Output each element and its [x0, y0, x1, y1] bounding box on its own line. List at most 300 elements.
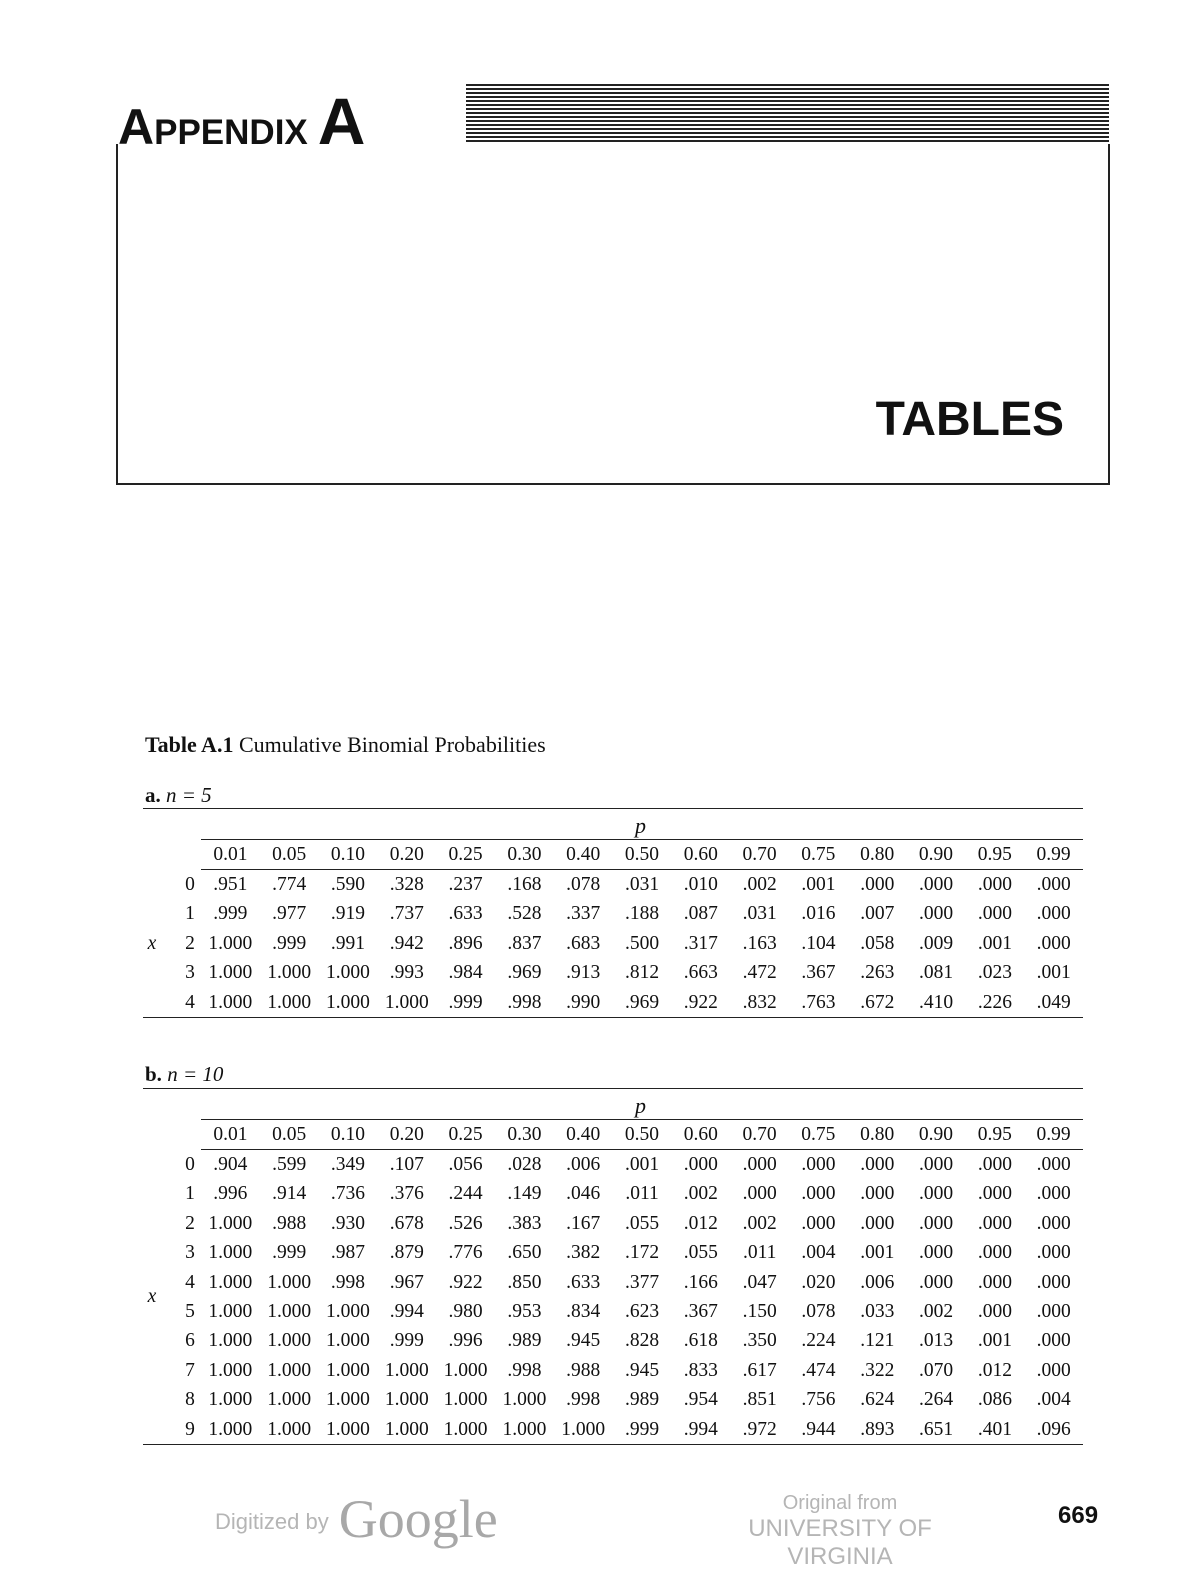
section-title: TABLES [875, 393, 1064, 446]
table-cell: .834 [566, 1301, 601, 1323]
table-cell: .002 [683, 1183, 718, 1205]
table-cell: 1.000 [443, 1359, 488, 1381]
table-cell: .991 [330, 932, 366, 954]
table-cell: .000 [1036, 1212, 1071, 1234]
p-label: p [635, 813, 646, 838]
table-cell: .618 [683, 1330, 718, 1352]
column-header: 0.01 [213, 1123, 248, 1145]
table-cell: .633 [566, 1271, 601, 1293]
table-cell: .020 [801, 1271, 836, 1293]
column-header: 0.10 [330, 843, 366, 865]
original-from-text: Original from [782, 1492, 898, 1514]
table-cell: .070 [919, 1359, 954, 1381]
table-cell: .683 [566, 932, 601, 954]
table-cell: .000 [1036, 1242, 1071, 1264]
appendix-header-box [116, 144, 1110, 485]
part-b-n: n = 10 [167, 1062, 224, 1086]
table-cell: 1.000 [267, 1418, 312, 1440]
table-cell: .969 [507, 962, 542, 984]
table-cell: .166 [683, 1271, 718, 1293]
table-cell: .000 [977, 1242, 1012, 1264]
table-cell: 1.000 [384, 1389, 429, 1411]
table-cell: .033 [860, 1301, 895, 1323]
row-index: 3 [185, 1242, 195, 1264]
table-cell: .055 [683, 1242, 718, 1264]
table-cell: .000 [977, 1271, 1012, 1293]
table-cell: 1.000 [384, 991, 429, 1013]
table-cell: 1.000 [326, 962, 370, 984]
p-header [201, 1089, 1083, 1120]
column-header: 0.75 [801, 1123, 836, 1145]
column-header: 0.20 [389, 1123, 424, 1145]
table-cell: .000 [919, 1271, 954, 1293]
table-cell: .081 [919, 962, 954, 984]
part-a-caption [145, 783, 212, 808]
table-cell: .237 [448, 874, 483, 896]
table-cell: .999 [448, 991, 483, 1013]
table-cell: .078 [801, 1301, 836, 1323]
part-b-label: b. [145, 1062, 162, 1086]
table-cell: .410 [919, 991, 954, 1013]
table-cell: .049 [1036, 991, 1071, 1013]
column-header: 0.40 [566, 843, 601, 865]
binomial-table-n10 [143, 1088, 1083, 1445]
table-cell: .736 [330, 1183, 366, 1205]
table-cell: .163 [742, 932, 777, 954]
table-cell: .172 [624, 1242, 660, 1264]
column-header-row [201, 1120, 1083, 1150]
table-cell: 1.000 [384, 1359, 429, 1381]
table-cell: .337 [566, 903, 601, 925]
table-cell: .000 [801, 1154, 836, 1176]
table-cell: .977 [272, 903, 307, 925]
table-row [143, 1415, 1083, 1444]
table-cell: 1.000 [267, 991, 312, 1013]
table-cell: .012 [977, 1359, 1012, 1381]
column-header: 0.10 [330, 1123, 366, 1145]
table-cell: .224 [801, 1330, 836, 1352]
table-cell: .999 [213, 903, 248, 925]
table-cell: 1.000 [443, 1418, 488, 1440]
table-cell: .919 [330, 903, 366, 925]
table-cell: .055 [624, 1212, 660, 1234]
table-cell: 1.000 [208, 1389, 253, 1411]
table-cell: .650 [507, 1242, 542, 1264]
row-index: 7 [185, 1359, 195, 1381]
table-cell: .264 [919, 1389, 954, 1411]
original-from [700, 1492, 980, 1571]
column-header: 0.40 [566, 1123, 601, 1145]
table-cell: .999 [272, 1242, 307, 1264]
table-cell: .000 [1036, 932, 1071, 954]
table-cell: 1.000 [326, 1330, 370, 1352]
google-logo: Google [338, 1489, 498, 1549]
table-cell: .000 [919, 903, 954, 925]
binomial-table-n5 [143, 808, 1083, 1018]
table-cell: .000 [1036, 1330, 1071, 1352]
table-cell: .623 [624, 1301, 660, 1323]
table-cell: .047 [742, 1271, 777, 1293]
table-cell: .007 [860, 903, 895, 925]
table-cell: .104 [801, 932, 836, 954]
table-cell: .006 [860, 1271, 895, 1293]
table-cell: .000 [977, 1212, 1012, 1234]
table-row [143, 1327, 1083, 1356]
table-cell: .776 [448, 1242, 483, 1264]
table-cell: 1.000 [208, 991, 253, 1013]
table-cell: .012 [683, 1212, 718, 1234]
table-cell: .087 [683, 903, 718, 925]
table-cell: .377 [624, 1271, 660, 1293]
column-header: 0.70 [742, 843, 777, 865]
table-cell: .000 [801, 1212, 836, 1234]
table-cell: .001 [624, 1154, 660, 1176]
table-cell: .002 [742, 874, 777, 896]
table-cell: .000 [919, 874, 954, 896]
table-cell: .000 [683, 1154, 718, 1176]
table-cell: .168 [507, 874, 542, 896]
column-header: 0.50 [624, 843, 660, 865]
p-label: p [635, 1093, 646, 1118]
table-cell: 1.000 [326, 1359, 370, 1381]
table-number: Table A.1 [145, 732, 234, 757]
table-cell: .000 [977, 874, 1012, 896]
page-number: 669 [1058, 1502, 1099, 1529]
table-cell: .000 [1036, 1301, 1071, 1323]
table-cell: .046 [566, 1183, 601, 1205]
row-index: 0 [185, 1154, 195, 1176]
table-cell: 1.000 [208, 1359, 253, 1381]
table-cell: .812 [624, 962, 660, 984]
column-header-row [201, 840, 1083, 870]
table-cell: .617 [742, 1359, 777, 1381]
table-row [143, 1268, 1083, 1307]
table-cell: 1.000 [208, 962, 253, 984]
column-header: 0.70 [742, 1123, 777, 1145]
table-cell: .376 [389, 1183, 424, 1205]
table-cell: .121 [860, 1330, 895, 1352]
table-cell: .004 [1036, 1389, 1071, 1411]
column-header: 0.60 [683, 1123, 718, 1145]
table-cell: .914 [272, 1183, 307, 1205]
part-b-caption [145, 1062, 223, 1087]
table-cell: .624 [860, 1389, 895, 1411]
row-index: 3 [185, 962, 195, 984]
table-cell: .945 [624, 1359, 660, 1381]
column-header: 0.30 [507, 1123, 542, 1145]
table-cell: .944 [801, 1418, 836, 1440]
table-cell: .474 [801, 1359, 836, 1381]
table-cell: .954 [683, 1389, 718, 1411]
table-cell: 1.000 [326, 1301, 370, 1323]
table-cell: .322 [860, 1359, 895, 1381]
table-cell: .150 [742, 1301, 777, 1323]
table-cell: .993 [389, 962, 424, 984]
column-header: 0.25 [448, 1123, 483, 1145]
table-cell: .000 [977, 1301, 1012, 1323]
table-cell: .000 [860, 1212, 895, 1234]
table-cell: .000 [1036, 1271, 1071, 1293]
decorative-rule-block [466, 84, 1109, 144]
table-cell: .999 [272, 932, 307, 954]
table-cell: .998 [566, 1389, 601, 1411]
table-cell: .850 [507, 1271, 542, 1293]
table-cell: .526 [448, 1212, 483, 1234]
column-header: 0.05 [272, 843, 307, 865]
table-cell: .001 [801, 874, 836, 896]
table-cell: .086 [977, 1389, 1012, 1411]
digitized-by-text: Digitized by [215, 1509, 329, 1534]
column-header: 0.99 [1036, 1123, 1071, 1145]
column-header: 0.90 [918, 1123, 954, 1145]
table-cell: .010 [683, 874, 718, 896]
table-cell: .000 [1036, 874, 1071, 896]
table-cell: .774 [272, 874, 307, 896]
row-index: 5 [185, 1301, 195, 1323]
table-cell: .317 [683, 932, 718, 954]
column-header: 0.99 [1036, 843, 1071, 865]
table-cell: .000 [742, 1183, 777, 1205]
table-cell: .000 [977, 1183, 1012, 1205]
table-row [143, 900, 1083, 929]
column-header: 0.95 [977, 1123, 1012, 1145]
table-cell: 1.000 [208, 1242, 253, 1264]
table-cell: .016 [801, 903, 836, 925]
column-header: 0.80 [860, 843, 895, 865]
table-cell: .023 [977, 962, 1012, 984]
table-cell: .028 [507, 1154, 542, 1176]
table-cell: .837 [507, 932, 542, 954]
row-index: 2 [185, 932, 195, 954]
table-cell: .942 [389, 932, 424, 954]
table-caption [145, 732, 546, 758]
table-cell: .367 [683, 1301, 718, 1323]
table-cell: .528 [507, 903, 542, 925]
table-cell: .988 [272, 1212, 307, 1234]
table-title: Cumulative Binomial Probabilities [238, 732, 546, 757]
table-cell: .922 [448, 1271, 483, 1293]
table-cell: .904 [213, 1154, 248, 1176]
table-cell: .328 [389, 874, 424, 896]
table-cell: .994 [683, 1418, 718, 1440]
table-cell: .930 [330, 1212, 366, 1234]
table-cell: .913 [566, 962, 601, 984]
table-cell: 1.000 [208, 1330, 253, 1352]
table-cell: .000 [860, 1183, 895, 1205]
table-cell: .972 [742, 1418, 777, 1440]
column-header: 0.95 [977, 843, 1012, 865]
table-cell: .000 [919, 1212, 954, 1234]
table-cell: 1.000 [208, 1418, 253, 1440]
table-row [143, 988, 1083, 1017]
table-cell: .969 [624, 991, 660, 1013]
table-cell: .001 [977, 932, 1012, 954]
table-cell: .000 [860, 1154, 895, 1176]
table-cell: .001 [860, 1242, 895, 1264]
table-cell: .998 [507, 991, 542, 1013]
row-index: 9 [185, 1418, 195, 1440]
table-cell: .000 [977, 903, 1012, 925]
table-row [143, 959, 1083, 988]
table-cell: .078 [566, 874, 601, 896]
table-cell: .000 [801, 1183, 836, 1205]
x-axis-label: x [147, 932, 157, 954]
table-cell: .167 [566, 1212, 601, 1234]
table-cell: .096 [1036, 1418, 1071, 1440]
row-index: 4 [185, 1271, 195, 1293]
table-row [143, 870, 1083, 899]
table-cell: .001 [977, 1330, 1012, 1352]
table-cell: 1.000 [326, 1418, 370, 1440]
table-cell: .996 [213, 1183, 248, 1205]
table-cell: 1.000 [267, 1389, 312, 1411]
table-cell: 1.000 [267, 1271, 312, 1293]
table-cell: .879 [389, 1242, 424, 1264]
table-cell: .107 [389, 1154, 424, 1176]
column-header: 0.80 [860, 1123, 895, 1145]
table-cell: 1.000 [384, 1418, 429, 1440]
table-cell: .633 [448, 903, 483, 925]
table-cell: .989 [624, 1389, 660, 1411]
table-cell: .590 [330, 874, 366, 896]
table-cell: .244 [448, 1183, 483, 1205]
row-index: 6 [185, 1330, 195, 1352]
table-cell: .967 [389, 1271, 424, 1293]
table-cell: .922 [683, 991, 718, 1013]
table-cell: .994 [389, 1301, 424, 1323]
table-cell: .996 [448, 1330, 483, 1352]
table-cell: 1.000 [208, 1212, 253, 1234]
table-cell: .999 [624, 1418, 660, 1440]
table-cell: 1.000 [267, 1301, 312, 1323]
x-axis-label: x [147, 1285, 157, 1307]
table-cell: .367 [801, 962, 836, 984]
table-cell: .013 [919, 1330, 954, 1352]
table-cell: .000 [1036, 1359, 1071, 1381]
table-cell: .988 [566, 1359, 601, 1381]
table-row [143, 1209, 1083, 1238]
table-cell: .998 [330, 1271, 366, 1293]
table-cell: .851 [742, 1389, 777, 1411]
table-row [143, 1150, 1083, 1179]
table-cell: .226 [977, 991, 1012, 1013]
table-row [143, 1180, 1083, 1209]
table-cell: 1.000 [502, 1389, 547, 1411]
table-cell: .945 [566, 1330, 601, 1352]
table-cell: 1.000 [267, 962, 312, 984]
table-cell: .263 [860, 962, 895, 984]
table-cell: .000 [1036, 1154, 1071, 1176]
part-a-label: a. [145, 783, 161, 807]
table-cell: .350 [742, 1330, 777, 1352]
table-cell: .990 [566, 991, 601, 1013]
table-cell: .998 [507, 1359, 542, 1381]
table-cell: .984 [448, 962, 483, 984]
column-header: 0.90 [918, 843, 954, 865]
table-cell: .000 [1036, 1183, 1071, 1205]
table-cell: .989 [507, 1330, 542, 1352]
part-a-n: n = 5 [166, 783, 212, 807]
table-cell: .401 [977, 1418, 1012, 1440]
table-cell: .737 [389, 903, 424, 925]
table-cell: .672 [860, 991, 895, 1013]
table-cell: .472 [742, 962, 777, 984]
table-cell: .833 [683, 1359, 718, 1381]
table-cell: .896 [448, 932, 483, 954]
table-cell: .056 [448, 1154, 483, 1176]
table-cell: .000 [919, 1242, 954, 1264]
table-cell: .951 [213, 874, 248, 896]
table-cell: 1.000 [326, 1389, 370, 1411]
table-cell: 1.000 [208, 932, 253, 954]
table-cell: .893 [860, 1418, 895, 1440]
table-cell: .011 [742, 1242, 777, 1264]
table-cell: .000 [919, 1183, 954, 1205]
table-cell: .980 [448, 1301, 483, 1323]
table-cell: .651 [919, 1418, 954, 1440]
table-cell: 1.000 [267, 1359, 312, 1381]
row-index: 8 [185, 1389, 195, 1411]
table-cell: .009 [919, 932, 954, 954]
table-cell: .058 [860, 932, 895, 954]
table-cell: .149 [507, 1183, 542, 1205]
table-cell: 1.000 [208, 1271, 253, 1293]
table-cell: .001 [1036, 962, 1071, 984]
table-cell: .002 [742, 1212, 777, 1234]
table-cell: .832 [742, 991, 777, 1013]
table-cell: .000 [742, 1154, 777, 1176]
row-index: 0 [185, 874, 195, 896]
table-cell: .000 [1036, 903, 1071, 925]
digitized-by-google [215, 1488, 498, 1550]
table-cell: 1.000 [208, 1301, 253, 1323]
row-index: 1 [185, 1183, 195, 1205]
table-row [143, 1239, 1083, 1268]
table-cell: .000 [919, 1154, 954, 1176]
table-cell: .999 [389, 1330, 424, 1352]
table-cell: .002 [919, 1301, 954, 1323]
table-cell: 1.000 [267, 1330, 312, 1352]
table-cell: .031 [742, 903, 777, 925]
column-header: 0.60 [683, 843, 718, 865]
table-cell: 1.000 [502, 1418, 547, 1440]
table-cell: .987 [330, 1242, 366, 1264]
table-row [143, 1356, 1083, 1385]
table-cell: .756 [801, 1389, 836, 1411]
row-index: 4 [185, 991, 195, 1013]
table-row [143, 1386, 1083, 1415]
table-cell: .383 [507, 1212, 542, 1234]
table-cell: 1.000 [443, 1389, 488, 1411]
appendix-letter: A [317, 84, 366, 158]
column-header: 0.50 [624, 1123, 660, 1145]
column-header: 0.20 [389, 843, 424, 865]
table-cell: .031 [624, 874, 660, 896]
row-index: 2 [185, 1212, 195, 1234]
appendix-word: Appendix [118, 99, 308, 155]
table-cell: .382 [566, 1242, 601, 1264]
column-header: 0.01 [213, 843, 248, 865]
table-cell: .599 [272, 1154, 307, 1176]
table-cell: .500 [624, 932, 660, 954]
table-cell: .006 [566, 1154, 601, 1176]
table-cell: .763 [801, 991, 836, 1013]
column-header: 0.25 [448, 843, 483, 865]
p-header [201, 809, 1083, 840]
table-cell: .663 [683, 962, 718, 984]
table-cell: .011 [625, 1183, 659, 1205]
table-cell: 1.000 [561, 1418, 606, 1440]
